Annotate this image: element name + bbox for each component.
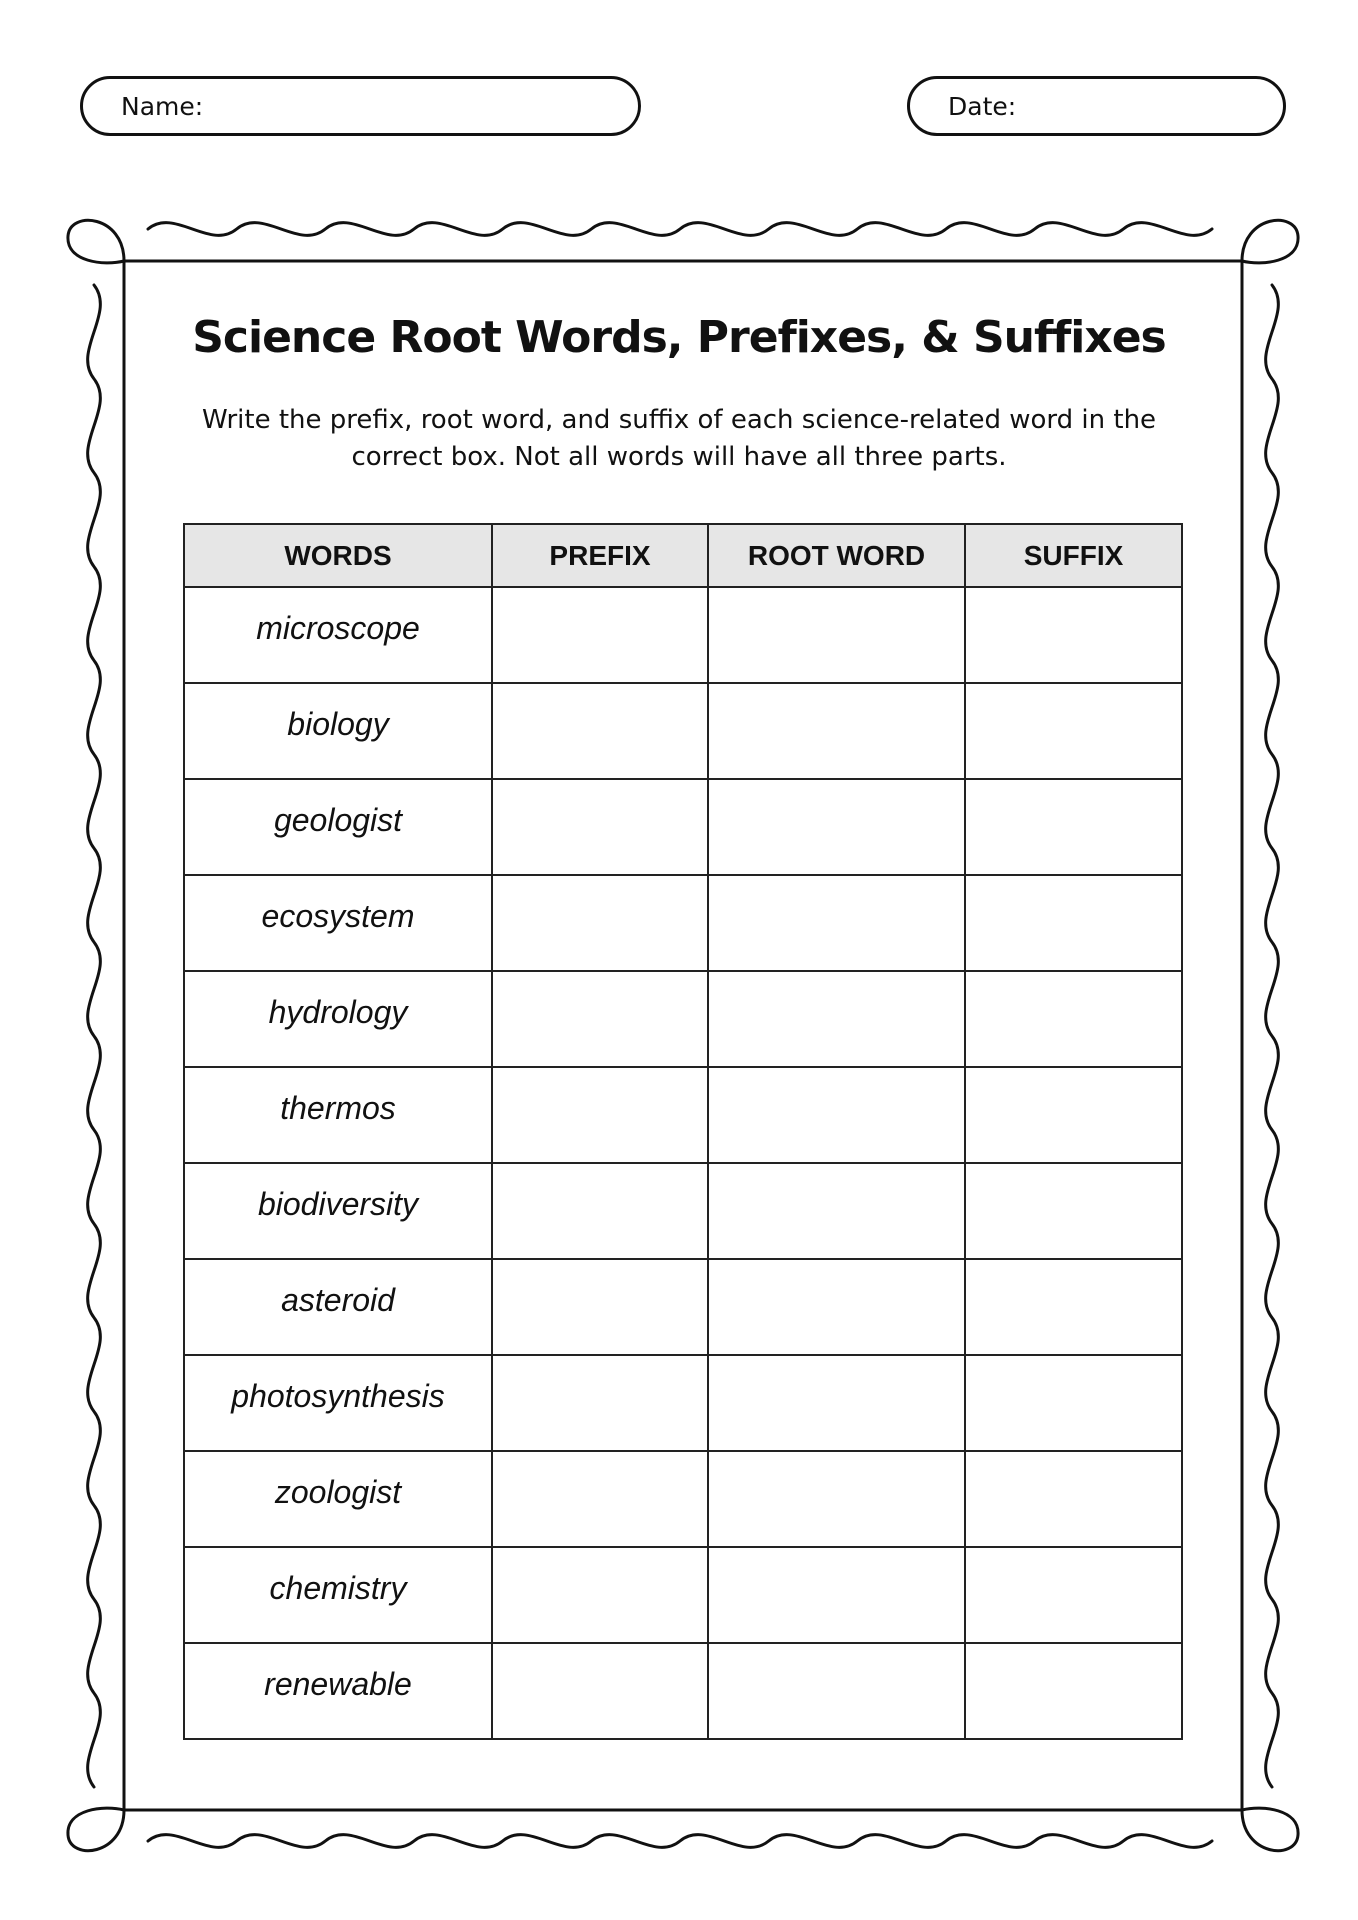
- date-label: Date:: [948, 91, 1017, 121]
- prefix-cell[interactable]: [492, 1643, 708, 1739]
- table-row: [184, 1067, 1182, 1163]
- prefix-cell[interactable]: [492, 1451, 708, 1547]
- column-header-root-word: ROOT WORD: [708, 524, 965, 587]
- corner-curl-bl: [68, 1808, 124, 1851]
- root-word-cell[interactable]: [708, 587, 965, 683]
- suffix-cell[interactable]: [965, 1163, 1182, 1259]
- word-cell: geologist: [184, 779, 492, 875]
- suffix-cell[interactable]: [965, 875, 1182, 971]
- prefix-cell[interactable]: [492, 1355, 708, 1451]
- corner-curl-br: [1242, 1808, 1298, 1851]
- word-parts-table: [183, 523, 1183, 1740]
- prefix-cell[interactable]: [492, 971, 708, 1067]
- word-cell: ecosystem: [184, 875, 492, 971]
- column-header-words: WORDS: [184, 524, 492, 587]
- root-word-cell[interactable]: [708, 1547, 965, 1643]
- word-cell: biology: [184, 683, 492, 779]
- wave-bottom: [148, 1835, 1212, 1848]
- table-row: [184, 1643, 1182, 1739]
- prefix-cell[interactable]: [492, 779, 708, 875]
- suffix-cell[interactable]: [965, 1355, 1182, 1451]
- word-cell: microscope: [184, 587, 492, 683]
- root-word-cell[interactable]: [708, 1355, 965, 1451]
- prefix-cell[interactable]: [492, 875, 708, 971]
- table-row: [184, 1163, 1182, 1259]
- root-word-cell[interactable]: [708, 683, 965, 779]
- prefix-cell[interactable]: [492, 683, 708, 779]
- suffix-cell[interactable]: [965, 683, 1182, 779]
- suffix-cell[interactable]: [965, 779, 1182, 875]
- name-label: Name:: [121, 91, 204, 121]
- prefix-cell[interactable]: [492, 587, 708, 683]
- table-row: [184, 971, 1182, 1067]
- prefix-cell[interactable]: [492, 1259, 708, 1355]
- root-word-cell[interactable]: [708, 1163, 965, 1259]
- word-cell: photosynthesis: [184, 1355, 492, 1451]
- column-header-suffix: SUFFIX: [965, 524, 1182, 587]
- root-word-cell[interactable]: [708, 1067, 965, 1163]
- word-cell: zoologist: [184, 1451, 492, 1547]
- root-word-cell[interactable]: [708, 1451, 965, 1547]
- column-header-prefix: PREFIX: [492, 524, 708, 587]
- table-row: [184, 1355, 1182, 1451]
- corner-curl-tr: [1242, 220, 1298, 263]
- prefix-cell[interactable]: [492, 1547, 708, 1643]
- table-row: [184, 1547, 1182, 1643]
- wave-left: [88, 285, 101, 1787]
- suffix-cell[interactable]: [965, 1067, 1182, 1163]
- root-word-cell[interactable]: [708, 971, 965, 1067]
- worksheet-title: Science Root Words, Prefixes, & Suffixes: [192, 312, 1166, 363]
- word-cell: asteroid: [184, 1259, 492, 1355]
- root-word-cell[interactable]: [708, 779, 965, 875]
- suffix-cell[interactable]: [965, 1547, 1182, 1643]
- suffix-cell[interactable]: [965, 1451, 1182, 1547]
- suffix-cell[interactable]: [965, 1643, 1182, 1739]
- word-cell: chemistry: [184, 1547, 492, 1643]
- prefix-cell[interactable]: [492, 1163, 708, 1259]
- table-row: [184, 1451, 1182, 1547]
- table-row: [184, 587, 1182, 683]
- prefix-cell[interactable]: [492, 1067, 708, 1163]
- word-cell: hydrology: [184, 971, 492, 1067]
- table-row: [184, 779, 1182, 875]
- table-row: [184, 1259, 1182, 1355]
- wave-right: [1266, 285, 1279, 1787]
- suffix-cell[interactable]: [965, 971, 1182, 1067]
- corner-curl-tl: [68, 220, 124, 263]
- suffix-cell[interactable]: [965, 587, 1182, 683]
- suffix-cell[interactable]: [965, 1259, 1182, 1355]
- word-cell: biodiversity: [184, 1163, 492, 1259]
- word-cell: renewable: [184, 1643, 492, 1739]
- table-header-row: [184, 524, 1182, 587]
- worksheet-instructions: Write the prefix, root word, and suffix of each science-related word in the correct box. Not all words will have all three parts.: [201, 405, 1157, 472]
- word-cell: thermos: [184, 1067, 492, 1163]
- root-word-cell[interactable]: [708, 875, 965, 971]
- root-word-cell[interactable]: [708, 1259, 965, 1355]
- wave-top: [148, 223, 1212, 236]
- table-row: [184, 683, 1182, 779]
- root-word-cell[interactable]: [708, 1643, 965, 1739]
- table-row: [184, 875, 1182, 971]
